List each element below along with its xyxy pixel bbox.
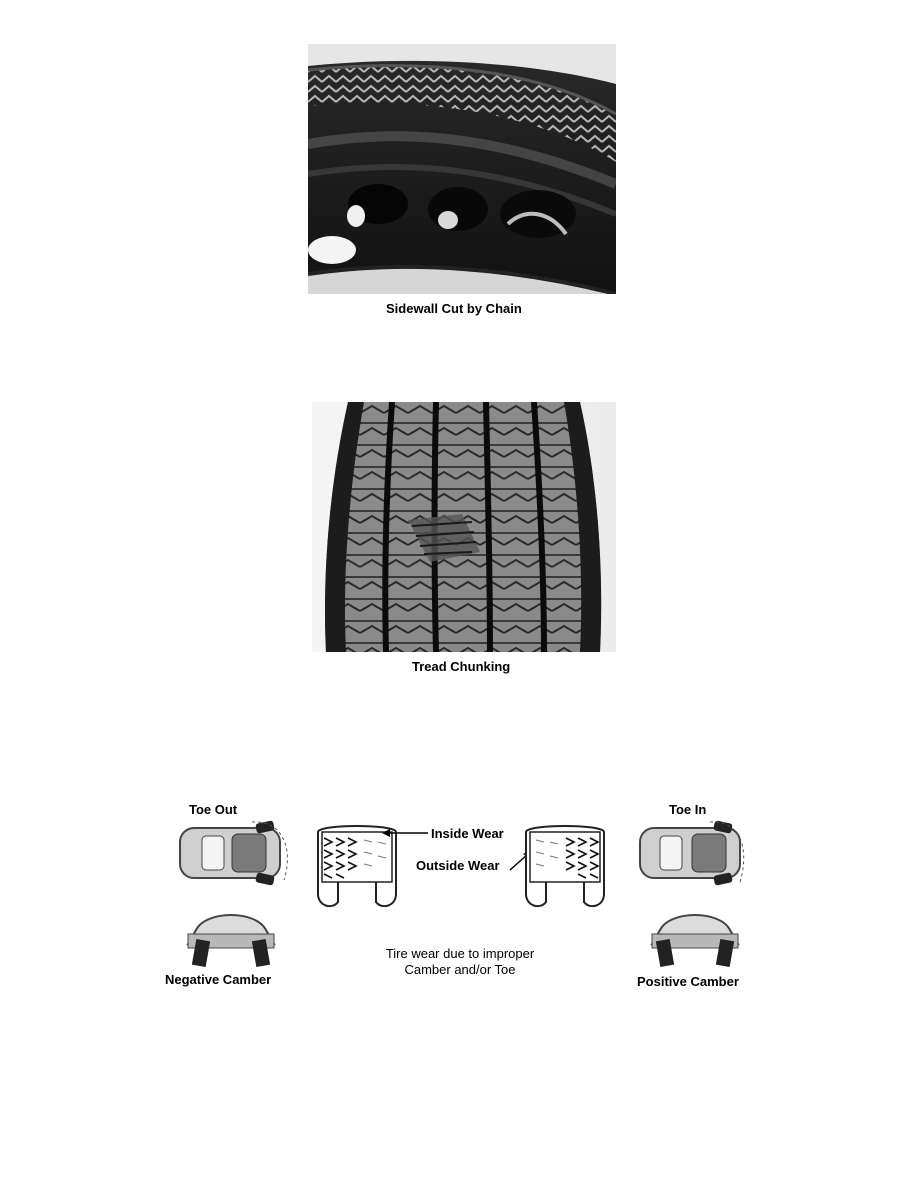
toe-out-label: Toe Out <box>189 802 238 817</box>
outside-wear-tire-illustration <box>520 822 610 932</box>
tread-caption: Tread Chunking <box>412 659 511 674</box>
inside-wear-arrow <box>382 826 430 840</box>
tread-photo <box>312 402 616 652</box>
toe-out-car-illustration <box>172 818 292 890</box>
toe-in-car-illustration <box>636 818 748 890</box>
sidewall-photo <box>308 44 616 294</box>
outside-wear-label: Outside Wear <box>416 858 500 873</box>
wear-caption-line2: Camber and/or Toe <box>404 962 516 977</box>
negative-camber-car-illustration <box>176 900 286 970</box>
inside-wear-label: Inside Wear <box>431 826 504 841</box>
toe-in-label: Toe In <box>669 802 707 817</box>
positive-camber-label: Positive Camber <box>637 974 739 989</box>
sidewall-caption: Sidewall Cut by Chain <box>386 301 522 316</box>
positive-camber-car-illustration <box>640 900 750 970</box>
wear-caption-line1: Tire wear due to improper <box>385 946 535 961</box>
negative-camber-label: Negative Camber <box>165 972 272 987</box>
